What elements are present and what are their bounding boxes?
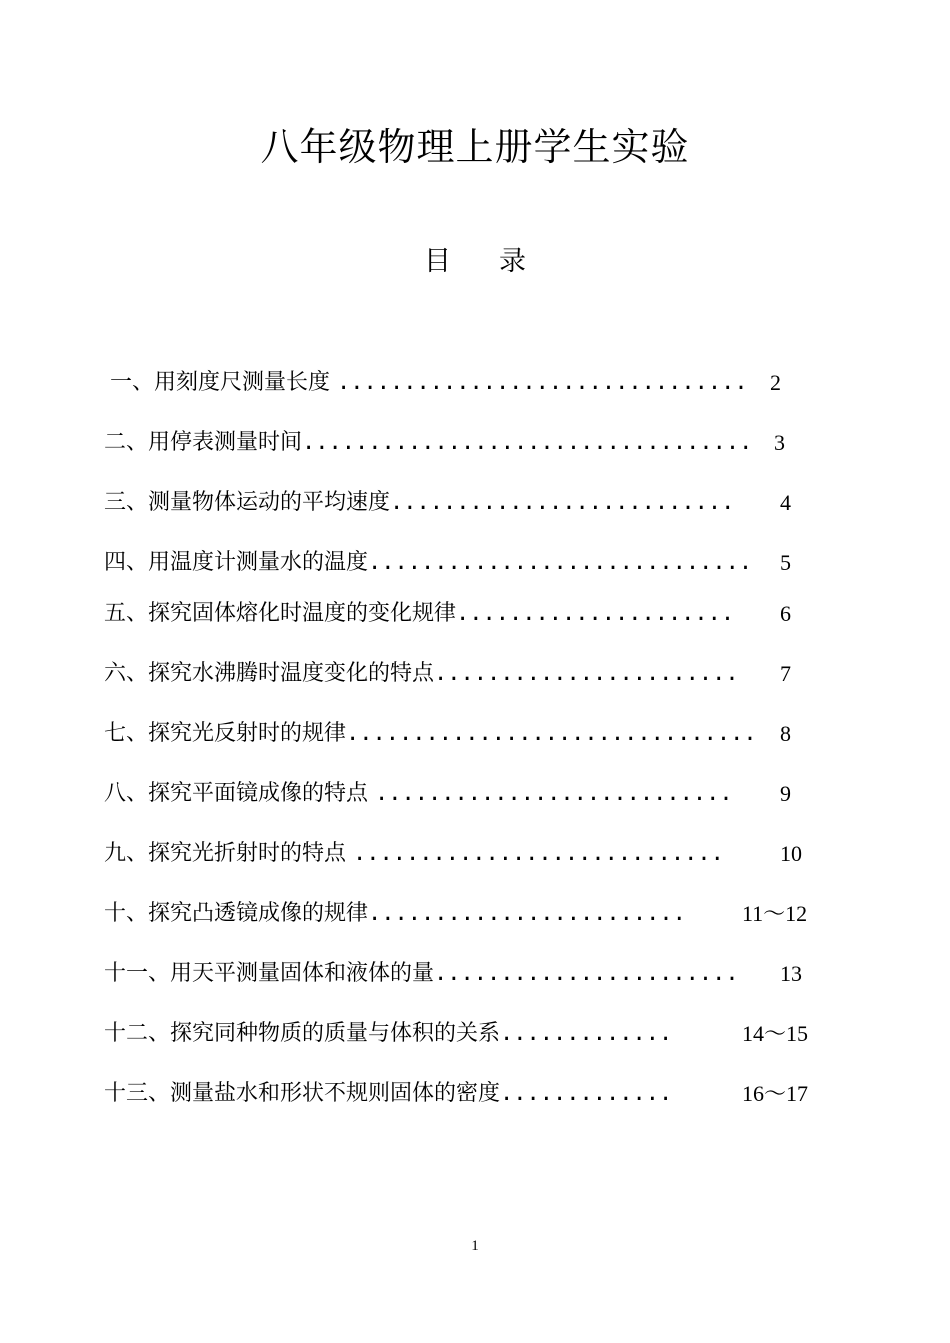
toc-entry-leader: ........................ [368,901,686,926]
toc-entry[interactable] [110,366,810,400]
toc-entry-title: 三、测量物体运动的平均速度 [104,490,391,515]
toc-entry-page: 2 [770,370,781,395]
toc-entry[interactable] [104,486,804,520]
toc-heading-char-2: 录 [499,246,526,277]
toc-entry-leader: .......................... [390,490,735,515]
toc-entry-title: 六、探究水沸腾时温度变化的特点 [104,661,435,686]
toc-entry-page: 7 [780,661,791,686]
toc-entry-leader: .................................. [302,430,753,455]
page-number: 1 [471,1238,479,1254]
toc-entry-leader: ..................... [456,601,735,626]
toc-entry-title: 五、探究固体熔化时温度的变化规律 [104,601,457,626]
toc-entry-leader: ............................... [346,721,757,746]
toc-entry-page: 8 [780,721,791,746]
toc-entry-title: 七、探究光反射时的规律 [104,721,347,746]
toc-entry[interactable] [104,717,804,751]
toc-entry[interactable] [104,777,804,811]
toc-entry-leader: ............. [500,1021,673,1046]
toc-entry[interactable] [104,837,814,871]
toc-entry-page: 13 [780,961,802,986]
toc-entry-leader: ....................... [434,961,739,986]
toc-entry[interactable] [104,657,804,691]
toc-entry-page: 10 [780,841,802,866]
toc-entry-title: 一、用刻度尺测量长度 [110,370,337,395]
toc-entry-title: 九、探究光折射时的特点 [104,841,353,866]
toc-entry-page: 16～17 [742,1081,809,1106]
toc-entry-title: 二、用停表测量时间 [104,430,303,455]
toc-entry[interactable] [104,1017,824,1051]
toc-entry-leader: ............................. [368,550,753,575]
toc-entry[interactable] [104,1077,824,1111]
toc-entry-page: 4 [780,490,791,515]
toc-entry-leader: ............................ [353,841,724,866]
toc-entry-title: 十、探究凸透镜成像的规律 [104,901,369,926]
toc-entry-title: 十二、探究同种物质的质量与体积的关系 [104,1021,501,1046]
toc-entry-title: 八、探究平面镜成像的特点 [104,781,375,806]
toc-entry-leader: ............. [500,1081,673,1106]
toc-entry-title: 十三、测量盐水和形状不规则固体的密度 [104,1081,501,1106]
document-title: 八年级物理上册学生实验 [260,125,690,169]
toc-entry-page: 6 [780,601,791,626]
toc-entry-page: 14～15 [742,1021,809,1046]
toc-entry-leader: ....................... [434,661,739,686]
toc-entry-page: 5 [780,550,791,575]
toc-entry[interactable] [104,597,804,631]
toc-entry-title: 四、用温度计测量水的温度 [104,550,369,575]
toc-entry-leader: ........................... [375,781,733,806]
toc-entry-page: 11～12 [742,901,808,926]
toc-entry[interactable] [104,957,814,991]
toc-entry[interactable] [104,546,804,580]
toc-entry-page: 3 [774,430,785,455]
toc-entry[interactable] [104,897,824,931]
toc-entry-title: 十一、用天平测量固体和液体的量 [104,961,435,986]
toc-entry[interactable] [104,426,804,460]
toc-entry-leader: ............................... [337,370,748,395]
toc-entry-page: 9 [780,781,791,806]
toc-heading-char-1: 目 [424,246,451,277]
